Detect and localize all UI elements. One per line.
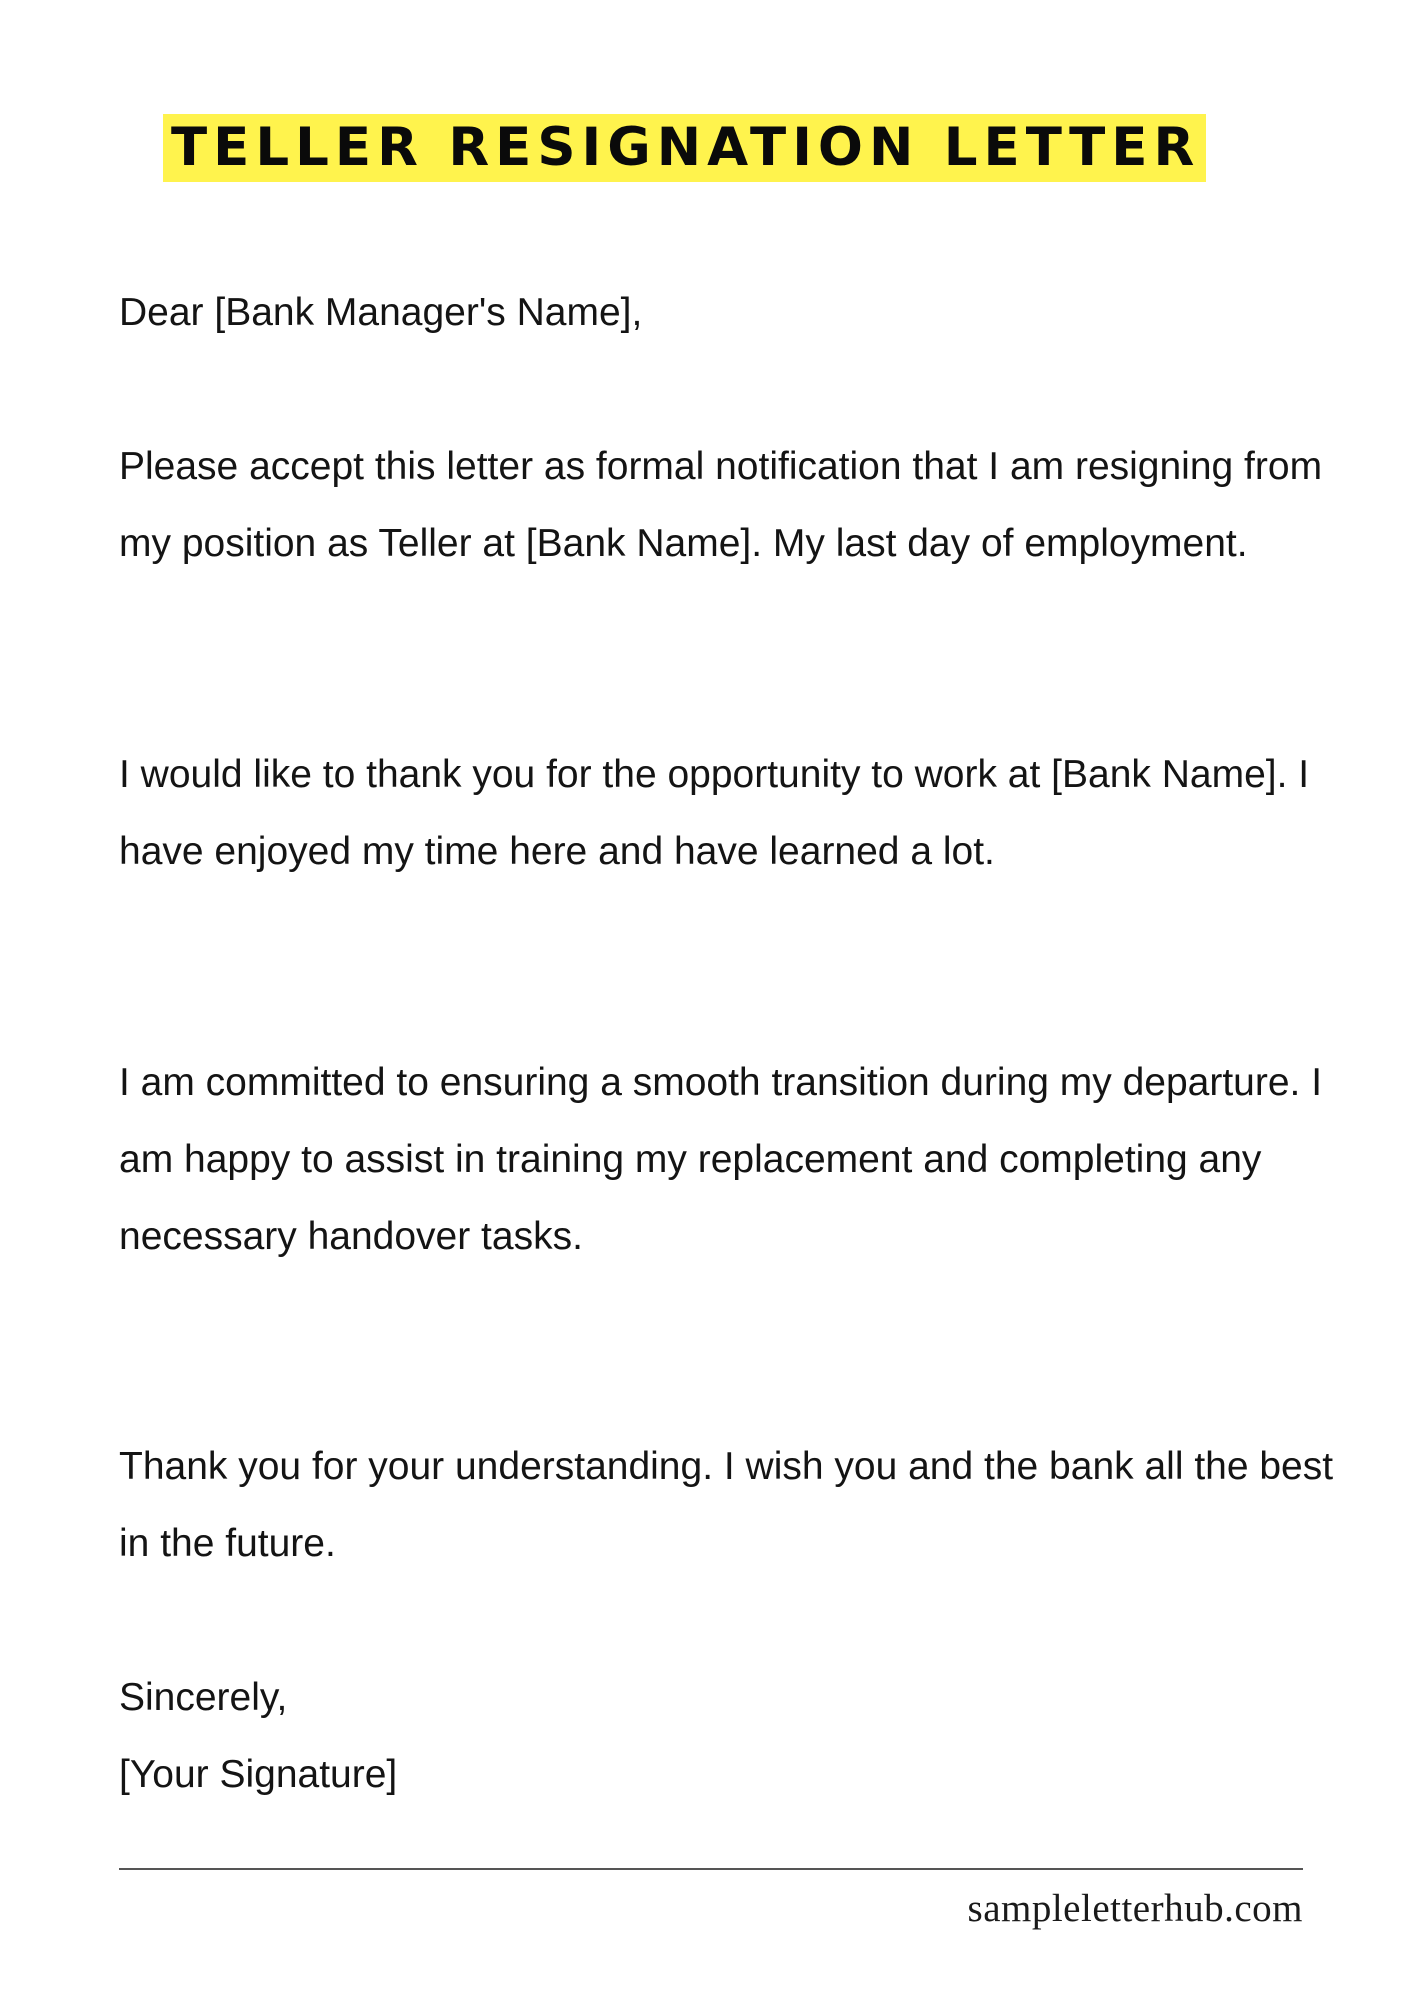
letter-paragraph-3: I am committed to ensuring a smooth transition during my departure. I am happy to assist in training my replacement and completing any necessary handover tasks.: [119, 1061, 1323, 1258]
letter-paragraph-2: I would like to thank you for the opportunity to work at [Bank Name]. I have enjoyed my time here and have learned a lot.: [119, 753, 1310, 873]
letter-paragraph-4: Thank you for your understanding. I wish you and the bank all the best in the future.: [119, 1445, 1334, 1565]
letter-paragraph-1: Please accept this letter as formal notification that I am resigning from my position as Teller at [Bank Name]. My last day of employment.: [119, 445, 1323, 565]
page-title: TELLER RESIGNATION LETTER: [163, 114, 1206, 182]
letter-salutation: Dear [Bank Manager's Name],: [119, 291, 643, 334]
letter-closing: Sincerely,: [119, 1676, 288, 1719]
footer-divider: [119, 1868, 1303, 1870]
footer-site-name: sampleletterhub.com: [967, 1887, 1303, 1930]
letter-signature-placeholder: [Your Signature]: [119, 1753, 398, 1796]
